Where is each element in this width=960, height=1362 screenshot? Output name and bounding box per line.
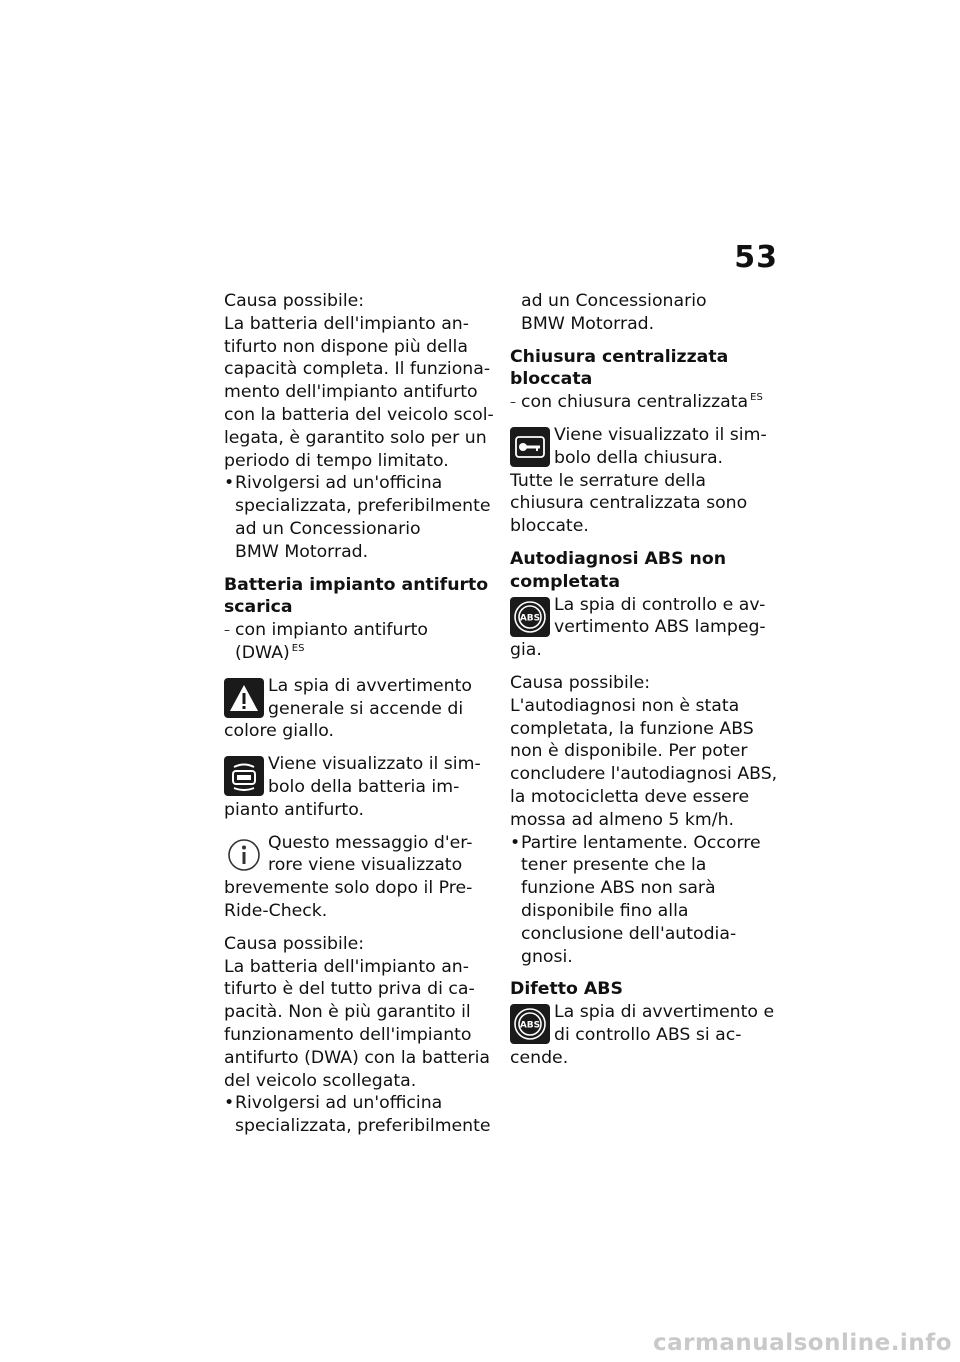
bullet-text: Partire lentamente. Occorre tener presente che la funzione ABS non sarà disponibile fino alla conclusione dell'autodia-gnosi. <box>521 832 761 967</box>
lock-row <box>510 424 782 470</box>
warning-row <box>224 675 496 743</box>
cause-label: Causa possibile: <box>510 672 651 693</box>
section-heading: Difetto ABS <box>510 979 623 1000</box>
section-heading: Batteria impianto antifurto scarica <box>224 574 489 618</box>
abs-fault-row <box>510 1001 782 1069</box>
right-column <box>510 290 782 1070</box>
info-text: Questo messaggio d'er-rore viene visualizzato brevemente solo dopo il Pre-Ride-Check. <box>224 832 473 921</box>
continued-text-brand: BMW Motorrad. <box>521 313 655 334</box>
abs-warning-icon <box>510 1004 550 1044</box>
cause-text: L'autodiagnosi non è stata completata, la funzione ABS non è disponibile. Per poter concludere l'autodiagnosi ABS, la motocicletta deve essere mossa ad almeno 5 km/h. <box>510 695 778 830</box>
abs-text: La spia di avvertimento e di controllo ABS si ac-cende. <box>510 1002 775 1068</box>
lock-text-continued: Tutte le serrature della chiusura centralizzata sono bloccate. <box>510 470 748 537</box>
bullet-item <box>224 472 496 563</box>
watermark: carmanualsonline.info <box>652 1330 952 1356</box>
cause-label: Causa possibile: <box>224 291 365 311</box>
section-heading: Chiusura centralizzata bloccata <box>510 346 729 390</box>
bullet-text: Rivolgersi ad un'officina specializzata, preferibilmente ad un Concessionario <box>235 473 491 539</box>
equipment-sup: ES <box>291 643 305 655</box>
equipment-condition <box>224 619 496 665</box>
cause-text: La batteria dell'impianto an-tifurto non dispone più della capacità completa. Il funziona-mento dell'impianto antifurto con la batteria del veicolo scol-legata, è garantito solo per un periodo di tempo limitato. <box>224 313 494 471</box>
info-row <box>224 832 496 923</box>
page-number: 53 <box>734 240 778 275</box>
abs-warning-icon <box>510 597 550 637</box>
battery-text: Viene visualizzato il sim-bolo della batteria im-pianto antifurto. <box>224 754 481 820</box>
lock-text: Viene visualizzato il sim-bolo della chiusura. <box>554 424 767 468</box>
warning-text: La spia di avvertimento generale si accende di colore giallo. <box>224 675 472 742</box>
general-warning-icon <box>224 678 264 718</box>
left-column <box>224 290 496 1138</box>
section-heading: Autodiagnosi ABS non completata <box>510 548 727 592</box>
equipment-condition <box>510 391 782 414</box>
cause-label: Causa possibile: <box>224 933 365 954</box>
abs-icon-label: ABS <box>519 613 541 624</box>
bullet-item <box>224 1092 496 1138</box>
info-icon <box>224 835 264 875</box>
equipment-text: con chiusura centralizzata <box>521 392 749 413</box>
battery-row <box>224 753 496 821</box>
bullet-item <box>510 832 782 969</box>
abs-icon-label: ABS <box>519 1020 541 1031</box>
central-lock-icon <box>510 427 550 467</box>
bullet-text-brand: BMW Motorrad. <box>235 541 369 562</box>
abs-text: La spia di controllo e av-vertimento ABS lampeg-gia. <box>510 594 766 661</box>
bullet-text: Rivolgersi ad un'officina specializzata, preferibilmente <box>235 1093 491 1137</box>
alarm-battery-icon <box>224 756 264 796</box>
equipment-text: con impianto antifurto (DWA) <box>235 620 428 663</box>
continued-bullet <box>510 290 782 336</box>
equipment-sup: ES <box>750 392 763 404</box>
continued-text: ad un Concessionario <box>521 291 707 311</box>
abs-selfdiag-row <box>510 594 782 662</box>
cause-text: La batteria dell'impianto an-tifurto è del tutto priva di ca-pacità. Non è più garantito il funzionamento dell'impianto antifurto (DWA) con la batteria del veicolo scollegata. <box>224 956 490 1091</box>
